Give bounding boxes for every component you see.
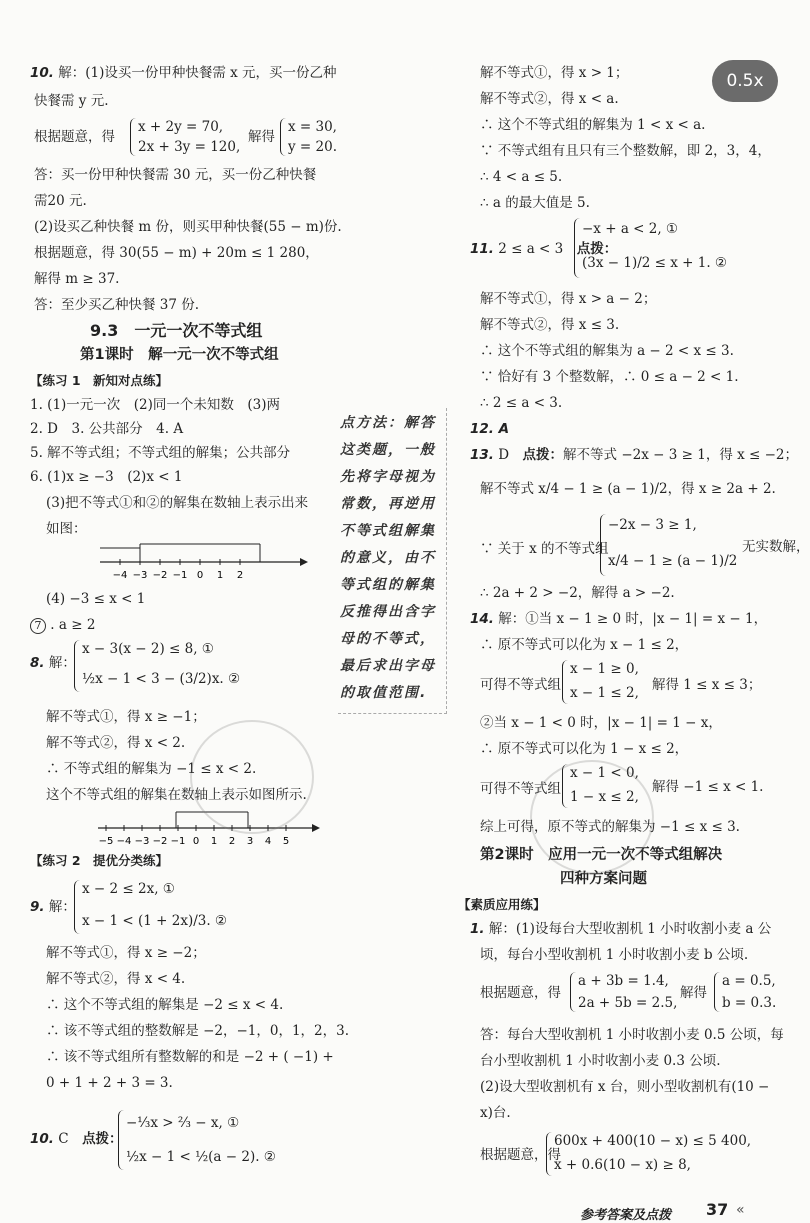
q10-answer1: 答：买一份甲种快餐需 30 元，买一份乙种快餐 [34,167,317,183]
q14-system2: x − 1 < 0, 1 − x ≤ 2, 解得 −1 ≤ x < 1. [562,764,792,810]
q10-lead: 根据题意，得 [34,129,115,145]
q11-step2: 解不等式②，得 x ≤ 3. [480,317,620,333]
q1-answer1: 答：每台大型收割机 1 小时收割小麦 0.5 公顷，每 [480,1027,784,1043]
q8-step3: ∴ 不等式组的解集为 −1 ≤ x < 2. [46,761,257,777]
q1-line2: 顷，每台小型收割机 1 小时收割小麦 b 公顷. [480,947,749,963]
q9-step5: ∴ 该不等式组所有整数解的和是 −2 + ( −1) + [46,1049,334,1065]
number-line-tick-label: −3 [134,836,150,847]
q14-line1: 14. 解：①当 x − 1 ≥ 0 时，|x − 1| = x − 1， [470,611,768,627]
q7-circled-number: 7 [30,618,46,634]
q14-lead2: 可得不等式组 [480,781,561,797]
lesson-title: 第1课时 解一元一次不等式组 [80,347,279,363]
number-line-tick-label: −4 [112,570,128,581]
q9-step6: 0 + 1 + 2 + 3 = 3. [46,1075,173,1091]
q10-part2-c: 解得 m ≥ 37. [34,271,120,287]
q14-line4: ∴ 原不等式可以化为 1 − x ≤ 2， [480,741,689,757]
q9-step3: ∴ 这个不等式组的解集是 −2 ≤ x < 4. [46,997,284,1013]
q11-system: −x + a < 2, ① (3x − 1)/2 ≤ x + 1. ② [574,218,774,280]
q11-step5: ∴ 2 ≤ a < 3. [480,395,563,411]
q9-step2: 解不等式②，得 x < 4. [46,971,186,987]
q10-part2-d: 答：至少买乙种快餐 37 份. [34,297,200,313]
exercise2-title: 【练习 2 提优分类练】 [30,853,169,868]
r-line1: 解不等式①，得 x > 1； [480,65,629,81]
q10-system: x + 2y = 70, 2x + 3y = 120, 解得 x = 30, y = 20. [130,118,330,158]
page-number: 37 [706,1200,729,1219]
lesson2-title-line2: 四种方案问题 [560,871,647,887]
q10-answer2: 需20 元. [34,193,87,209]
q8-step2: 解不等式②，得 x < 2. [46,735,186,751]
answer-1: 1. (1)一元一次 (2)同一个未知数 (3)两 [30,397,281,413]
number-line-tick-label: −1 [170,836,186,847]
answer-5: 5. 解不等式组；不等式组的解集；公共部分 [30,445,291,461]
number-line-tick-label: 0 [192,836,200,847]
q8-lead: 8. 解： [30,655,76,671]
q13-system: −2x − 3 ≥ 1, x/4 − 1 ≥ (a − 1)/2 无实数解， [600,514,790,578]
r-line6: ∴ a 的最大值是 5. [480,195,590,211]
q9-step4: ∴ 该不等式组的整数解是 −2，−1，0，1，2，3. [46,1023,350,1039]
q10c-system: −⅓x > ⅔ − x, ① ½x − 1 < ½(a − 2). ② [118,1110,328,1172]
answer-7: 7 . a ≥ 2 [30,616,95,634]
chevron-left-icon: « [736,1202,745,1218]
q10-part2-b: 根据题意，得 30(55 − m) + 20m ≤ 1 280， [34,245,319,261]
q13-line3: ∴ 2a + 2 > −2，解得 a > −2. [480,585,675,601]
q10-line2: 快餐需 y 元. [34,93,109,109]
footer-label: 参考答案及点拨 [580,1208,672,1223]
q1-part2-b: x)台. [480,1105,511,1121]
q1-system: a + 3b = 1.4, 2a + 5b = 2.5, 解得 a = 0.5, b = 0.3. [570,972,790,1014]
q14-line5: 综上可得，原不等式的解集为 −1 ≤ x ≤ 3. [480,819,740,835]
q8-system: x − 3(x − 2) ≤ 8, ① ½x − 1 < 3 − (3/2)x. ② [74,640,334,694]
answer-12: 12. A [470,421,510,437]
q14-lead1: 可得不等式组 [480,677,561,693]
number-line-tick-label: −3 [132,570,148,581]
q1-lead2: 根据题意，得 [480,1147,561,1163]
answer-6-part4: (4) −3 ≤ x < 1 [46,591,146,607]
answer-6: 6. (1)x ≥ −3 (2)x < 1 [30,469,183,485]
watermark-stamp [530,760,654,874]
q8-step4: 这个不等式组的解集在数轴上表示如图所示. [46,787,307,803]
playback-speed-badge[interactable]: 0.5x [712,60,778,102]
number-line-tick-label: 2 [228,836,236,847]
r-line2: 解不等式②，得 x < a. [480,91,619,107]
r-line5: ∴ 4 < a ≤ 5. [480,169,563,185]
q8-step1: 解不等式①，得 x ≥ −1； [46,709,206,725]
exercise3-title: 【素质应用练】 [458,897,546,912]
number-line-tick-label: −1 [172,570,188,581]
q1-line1: 1. 解：(1)设每台大型收割机 1 小时收割小麦 a 公 [470,921,772,937]
q10-line1: 10. 解：(1)设买一份甲种快餐需 x 元，买一份乙种 [30,65,337,81]
q10-part2-a: (2)设买乙种快餐 m 份，则买甲种快餐(55 − m)份. [34,219,342,235]
q9-step1: 解不等式①，得 x ≥ −2； [46,945,206,961]
number-line-tick-label: −2 [152,836,168,847]
q1-part2-a: (2)设大型收割机有 x 台，则小型收割机有(10 − [480,1079,770,1095]
number-line-tick-label: 2 [236,570,244,581]
number-line-1 [100,540,310,584]
q1-system2: 600x + 400(10 − x) ≤ 5 400, x + 0.6(10 − x) ≥ 8, [546,1132,786,1178]
number-line-tick-label: −5 [98,836,114,847]
lesson2-title-line1: 第2课时 应用一元一次不等式组解决 [480,847,723,863]
q1-answer2: 台小型收割机 1 小时收割小麦 0.3 公顷. [480,1053,721,1069]
number-line-tick-label: 4 [264,836,272,847]
q11-step3: ∴ 这个不等式组的解集为 a − 2 < x ≤ 3. [480,343,734,359]
q11-step1: 解不等式①，得 x > a − 2； [480,291,657,307]
q13-lead: ∵ 关于 x 的不等式组 [480,541,609,557]
watermark-stamp [190,720,314,834]
q10c-lead: 10. C 点拨： [30,1131,123,1147]
q11-step4: ∵ 恰好有 3 个整数解，∴ 0 ≤ a − 2 < 1. [480,369,739,385]
number-line-tick-label: 0 [196,570,204,581]
number-line-tick-label: −4 [116,836,132,847]
number-line-tick-label: 1 [216,570,224,581]
q9-lead: 9. 解： [30,899,76,915]
number-line-tick-label: −2 [152,570,168,581]
q14-line3: ②当 x − 1 < 0 时，|x − 1| = 1 − x， [480,715,722,731]
r-line4: ∵ 不等式组有且只有三个整数解，即 2，3，4， [480,143,771,159]
q13-line1: 13. D 点拨：解不等式 −2x − 3 ≥ 1，得 x ≤ −2； [470,447,799,463]
q14-system1: x − 1 ≥ 0, x − 1 ≤ 2, 解得 1 ≤ x ≤ 3； [562,660,792,706]
number-line-tick-label: 3 [246,836,254,847]
answer-2-4: 2. D 3. 公共部分 4. A [30,421,184,437]
number-line-tick-label: 1 [210,836,218,847]
q13-line2: 解不等式 x/4 − 1 ≥ (a − 1)/2，得 x ≥ 2a + 2. [480,481,776,497]
exercise1-title: 【练习 1 新知对点练】 [30,373,169,388]
q1-lead: 根据题意，得 [480,985,561,1001]
q14-line2: ∴ 原不等式可以化为 x − 1 ≤ 2， [480,637,689,653]
answer-6-part3: (3)把不等式①和②的解集在数轴上表示出来 [46,495,309,511]
q9-system: x − 2 ≤ 2x, ① x − 1 < (1 + 2x)/3. ② [74,880,334,936]
q11-lead: 11. 2 ≤ a < 3 点拨： [470,241,618,257]
section-title: 9.3 一元一次不等式组 [90,321,263,340]
r-line3: ∴ 这个不等式组的解集为 1 < x < a. [480,117,706,133]
method-tip-text: 点方法：解答这类题，一般先将字母视为常数，再逆用不等式组解集的意义，由不等式组的解集反推得出含字母的不等式，最后求出字母的取值范围. [340,415,436,701]
number-line-tick-label: 5 [282,836,290,847]
answer-6-figure-caption: 如图： [46,521,87,537]
